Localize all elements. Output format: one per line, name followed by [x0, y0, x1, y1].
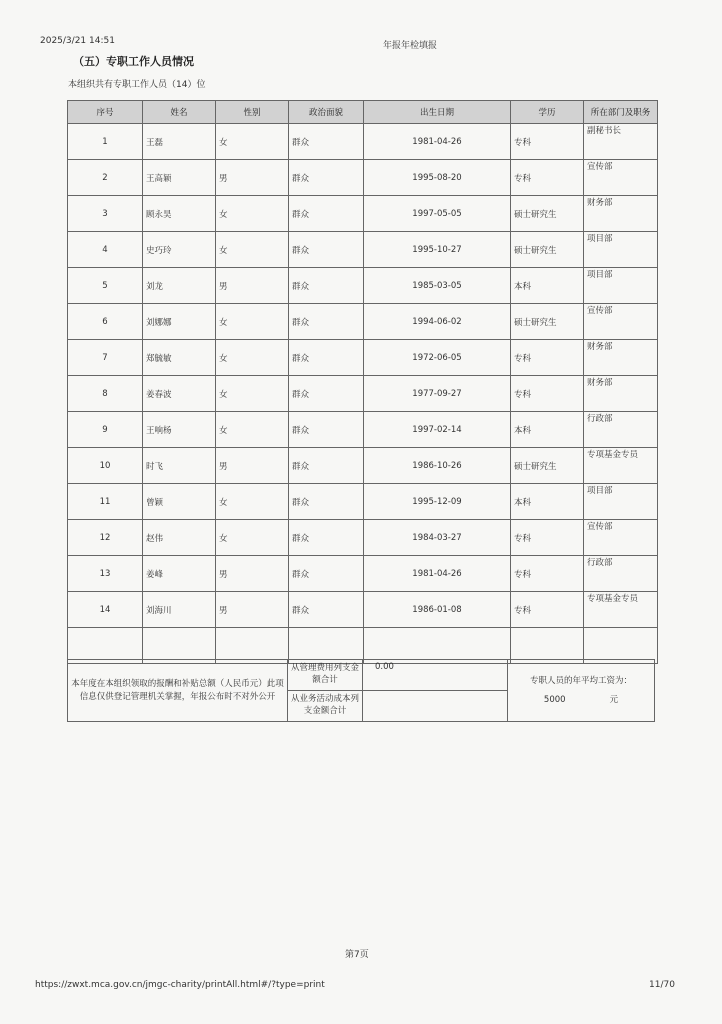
- staff-department: 宣传部: [584, 520, 658, 556]
- col-header-department: 所在部门及职务: [584, 101, 658, 124]
- staff-name: 史巧玲: [143, 232, 216, 268]
- staff-birth-date: 1981-04-26: [364, 124, 511, 160]
- staff-birth-date: 1995-10-27: [364, 232, 511, 268]
- staff-index: 3: [68, 196, 143, 232]
- staff-index: 2: [68, 160, 143, 196]
- section-title: （五）专职工作人员情况: [73, 55, 194, 68]
- staff-department: 项目部: [584, 484, 658, 520]
- mgmt-expense-label: 从管理费用列支金额合计: [288, 660, 363, 691]
- staff-department: 财务部: [584, 376, 658, 412]
- staff-political-status: 群众: [289, 412, 364, 448]
- staff-gender: 女: [216, 376, 289, 412]
- staff-index: 11: [68, 484, 143, 520]
- staff-education: 硕士研究生: [511, 448, 584, 484]
- staff-birth-date: 1984-03-27: [364, 520, 511, 556]
- staff-political-status: 群众: [289, 520, 364, 556]
- table-row: [68, 592, 658, 628]
- staff-political-status: 群众: [289, 592, 364, 628]
- staff-education: 本科: [511, 412, 584, 448]
- staff-education: 本科: [511, 268, 584, 304]
- staff-table-body: [68, 124, 658, 664]
- compensation-summary: [67, 659, 655, 722]
- table-row: [68, 376, 658, 412]
- staff-name: 王响杨: [143, 412, 216, 448]
- staff-education: 专科: [511, 520, 584, 556]
- staff-gender: 男: [216, 556, 289, 592]
- staff-index: 1: [68, 124, 143, 160]
- staff-index: 7: [68, 340, 143, 376]
- staff-department: 副秘书长: [584, 124, 658, 160]
- print-page-count: 11/70: [649, 980, 675, 990]
- staff-political-status: 群众: [289, 304, 364, 340]
- staff-department: 行政部: [584, 412, 658, 448]
- staff-table-header: [68, 101, 658, 124]
- compensation-description: 本年度在本组织领取的报酬和补贴总额（人民币元）此项信息仅供登记管理机关掌握，年报公布时不对外公开: [68, 660, 288, 722]
- staff-political-status: 群众: [289, 160, 364, 196]
- staff-index: 14: [68, 592, 143, 628]
- staff-political-status: 群众: [289, 196, 364, 232]
- staff-index: 8: [68, 376, 143, 412]
- staff-department: 行政部: [584, 556, 658, 592]
- col-header-political: 政治面貌: [289, 101, 364, 124]
- staff-education: 硕士研究生: [511, 232, 584, 268]
- staff-political-status: 群众: [289, 232, 364, 268]
- table-row: [68, 196, 658, 232]
- staff-name: 郑毓敏: [143, 340, 216, 376]
- staff-gender: 女: [216, 340, 289, 376]
- staff-gender: 女: [216, 304, 289, 340]
- staff-index: 6: [68, 304, 143, 340]
- staff-birth-date: 1994-06-02: [364, 304, 511, 340]
- table-row: [68, 520, 658, 556]
- staff-department: 宣传部: [584, 160, 658, 196]
- average-salary-cell: [508, 660, 655, 722]
- staff-name: 王高颖: [143, 160, 216, 196]
- table-row: [68, 304, 658, 340]
- staff-birth-date: 1997-02-14: [364, 412, 511, 448]
- staff-education: 专科: [511, 160, 584, 196]
- staff-name: 顾永昊: [143, 196, 216, 232]
- staff-name: 王磊: [143, 124, 216, 160]
- mgmt-expense-value: 0.00: [363, 660, 508, 691]
- staff-education: 专科: [511, 592, 584, 628]
- staff-education: 专科: [511, 376, 584, 412]
- staff-department: 财务部: [584, 340, 658, 376]
- staff-department: 财务部: [584, 196, 658, 232]
- staff-count-note: 本组织共有专职工作人员（14）位: [68, 80, 206, 90]
- staff-name: 时飞: [143, 448, 216, 484]
- staff-department: 宣传部: [584, 304, 658, 340]
- staff-gender: 女: [216, 232, 289, 268]
- table-row: [68, 160, 658, 196]
- staff-political-status: 群众: [289, 340, 364, 376]
- staff-index: 4: [68, 232, 143, 268]
- staff-birth-date: 1981-04-26: [364, 556, 511, 592]
- staff-department: 专项基金专员: [584, 592, 658, 628]
- staff-name: 姜峰: [143, 556, 216, 592]
- average-salary-value: 5000: [543, 694, 566, 705]
- staff-education: 专科: [511, 340, 584, 376]
- staff-birth-date: 1972-06-05: [364, 340, 511, 376]
- staff-name: 赵伟: [143, 520, 216, 556]
- staff-education: 硕士研究生: [511, 304, 584, 340]
- staff-name: 姜春波: [143, 376, 216, 412]
- page-number: 第7页: [345, 950, 369, 960]
- staff-index: 5: [68, 268, 143, 304]
- staff-political-status: 群众: [289, 484, 364, 520]
- staff-birth-date: 1997-05-05: [364, 196, 511, 232]
- table-row: [68, 484, 658, 520]
- staff-name: 刘龙: [143, 268, 216, 304]
- activity-expense-label: 从业务活动成本列支金额合计: [288, 691, 363, 722]
- staff-birth-date: 1977-09-27: [364, 376, 511, 412]
- staff-birth-date: 1995-08-20: [364, 160, 511, 196]
- print-datetime: 2025/3/21 14:51: [40, 36, 115, 46]
- staff-education: 本科: [511, 484, 584, 520]
- staff-table: [67, 100, 658, 664]
- staff-gender: 女: [216, 196, 289, 232]
- staff-index: 12: [68, 520, 143, 556]
- print-url: https://zwxt.mca.gov.cn/jmgc-charity/printAll.html#/?type=print: [35, 980, 325, 990]
- staff-index: 13: [68, 556, 143, 592]
- table-row: [68, 268, 658, 304]
- col-header-index: 序号: [68, 101, 143, 124]
- staff-name: 刘娜娜: [143, 304, 216, 340]
- col-header-gender: 性别: [216, 101, 289, 124]
- staff-index: 10: [68, 448, 143, 484]
- table-row: [68, 448, 658, 484]
- staff-education: 专科: [511, 124, 584, 160]
- table-row: [68, 412, 658, 448]
- table-row: [68, 556, 658, 592]
- staff-gender: 女: [216, 484, 289, 520]
- staff-political-status: 群众: [289, 448, 364, 484]
- staff-education: 硕士研究生: [511, 196, 584, 232]
- staff-birth-date: 1986-10-26: [364, 448, 511, 484]
- staff-index: 9: [68, 412, 143, 448]
- activity-expense-value: [363, 691, 508, 722]
- average-salary-unit: 元: [609, 694, 619, 705]
- table-row: [68, 340, 658, 376]
- staff-department: 项目部: [584, 232, 658, 268]
- staff-name: 曾颖: [143, 484, 216, 520]
- staff-gender: 女: [216, 412, 289, 448]
- staff-gender: 男: [216, 592, 289, 628]
- staff-political-status: 群众: [289, 124, 364, 160]
- staff-department: 项目部: [584, 268, 658, 304]
- staff-gender: 男: [216, 448, 289, 484]
- staff-birth-date: 1986-01-08: [364, 592, 511, 628]
- print-header-title: 年报年检填报: [383, 41, 438, 51]
- staff-gender: 男: [216, 160, 289, 196]
- col-header-name: 姓名: [143, 101, 216, 124]
- staff-political-status: 群众: [289, 268, 364, 304]
- table-row: [68, 124, 658, 160]
- staff-gender: 女: [216, 124, 289, 160]
- table-row: [68, 232, 658, 268]
- staff-department: 专项基金专员: [584, 448, 658, 484]
- col-header-education: 学历: [511, 101, 584, 124]
- average-salary-label: 专职人员的年平均工资为：: [529, 675, 632, 686]
- staff-political-status: 群众: [289, 376, 364, 412]
- col-header-birth: 出生日期: [364, 101, 511, 124]
- staff-gender: 女: [216, 520, 289, 556]
- staff-name: 刘海川: [143, 592, 216, 628]
- staff-birth-date: 1985-03-05: [364, 268, 511, 304]
- staff-gender: 男: [216, 268, 289, 304]
- staff-birth-date: 1995-12-09: [364, 484, 511, 520]
- staff-political-status: 群众: [289, 556, 364, 592]
- staff-education: 专科: [511, 556, 584, 592]
